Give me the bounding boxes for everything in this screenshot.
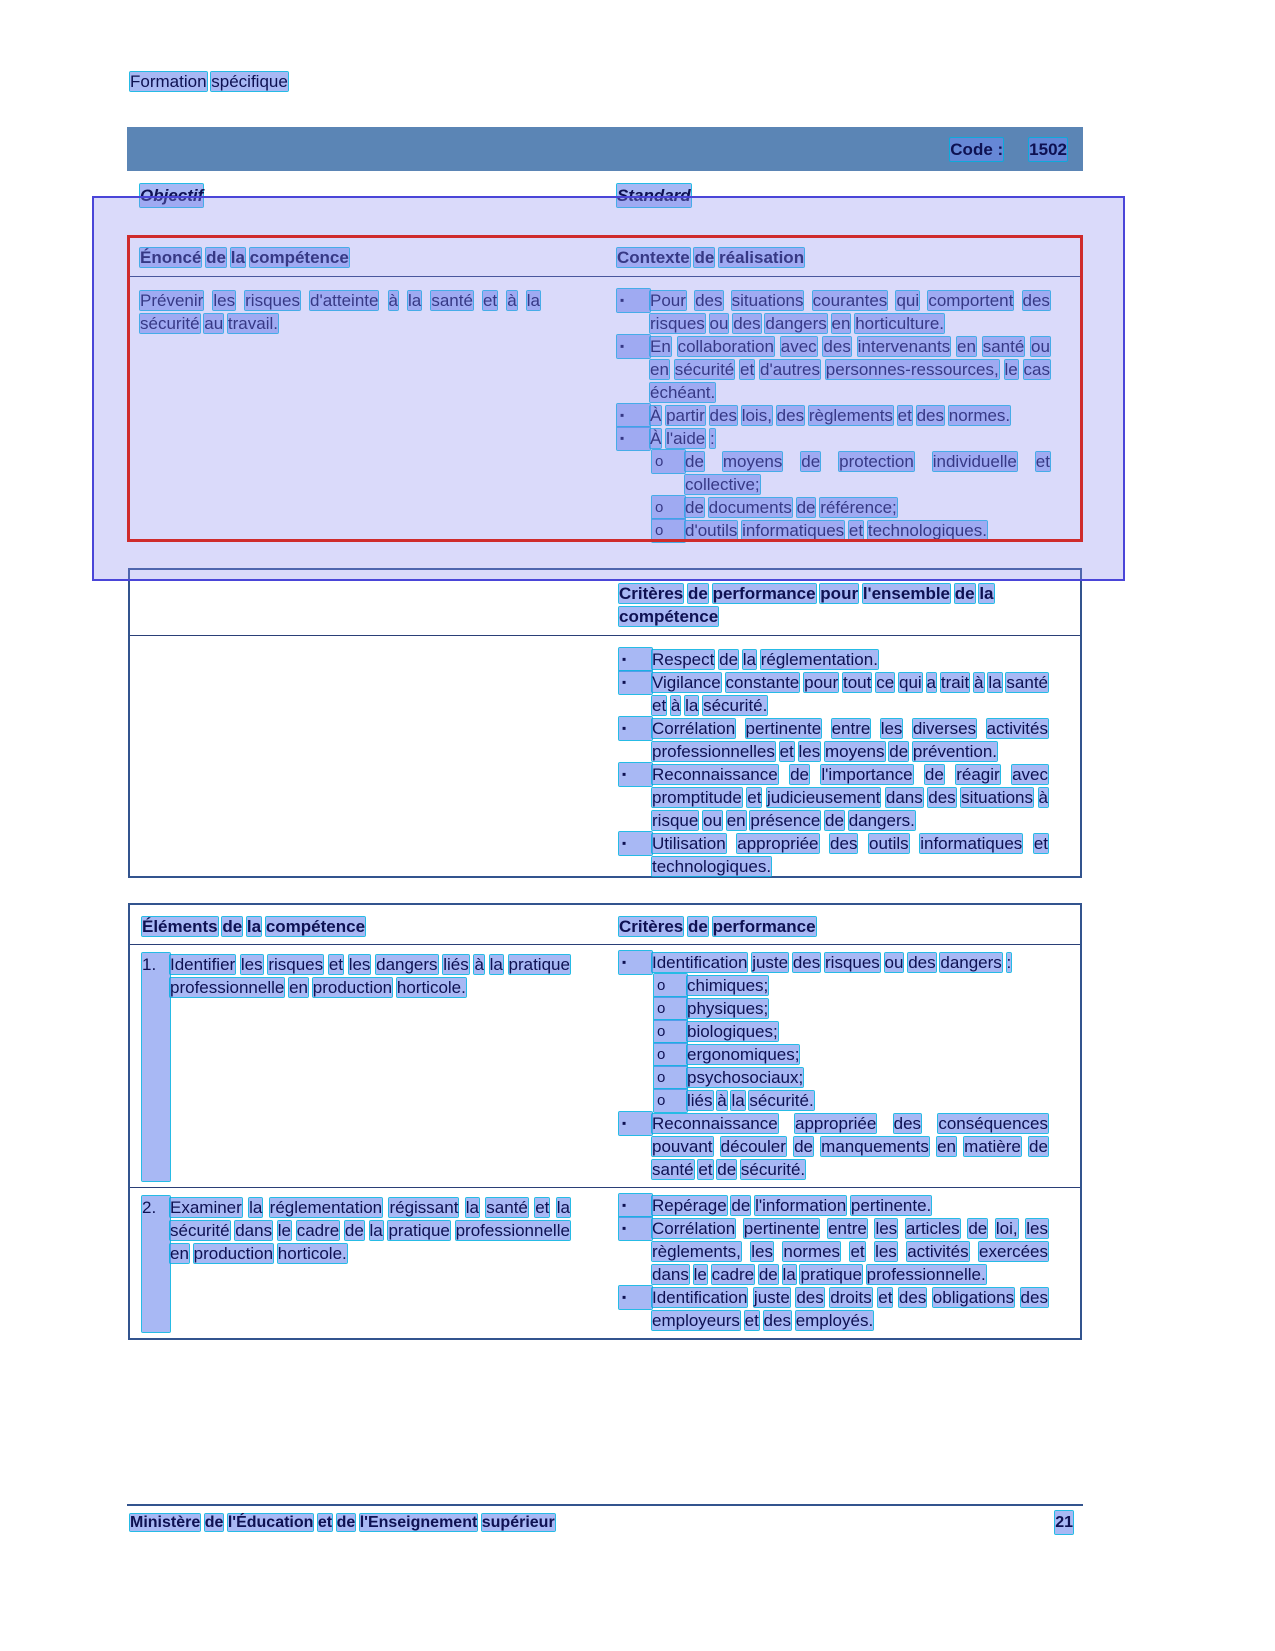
list-item bbox=[619, 648, 1048, 671]
criteres-list bbox=[619, 1194, 1048, 1332]
criteres-list bbox=[619, 951, 1048, 974]
criteres-cell bbox=[619, 1194, 1080, 1332]
enonce-col-header: Énoncé de la compétence bbox=[140, 248, 349, 267]
list-item-text: Identification juste des risques ou des dangers : bbox=[652, 953, 1012, 972]
contexte-cell bbox=[617, 289, 1082, 542]
criteres-list bbox=[619, 1112, 1048, 1181]
criteres-ensemble-header: Critères de performance pour l'ensemble de la compétence bbox=[619, 584, 994, 626]
list-item bbox=[619, 671, 1048, 717]
bullet-icon: ▪ bbox=[617, 289, 650, 312]
standard-heading: Standard bbox=[617, 186, 691, 205]
element-number: 2. bbox=[142, 1196, 170, 1332]
list-item bbox=[619, 832, 1048, 878]
bullet-icon: ▪ bbox=[617, 335, 650, 358]
list-item bbox=[654, 1089, 1048, 1112]
list-item bbox=[652, 496, 1050, 519]
contexte-sublist bbox=[652, 450, 1050, 542]
list-item-text: biologiques; bbox=[687, 1022, 778, 1041]
bullet-icon: ▪ bbox=[619, 1194, 652, 1217]
list-item bbox=[652, 450, 1050, 496]
element-text: Identifier les risques et les dangers liés à la pratique professionnelle en production horticole. bbox=[170, 955, 570, 997]
sub-bullet-icon: o bbox=[654, 1089, 687, 1112]
element-text: Examiner la réglementation régissant la santé et la sécurité dans le cadre de la pratique professionnelle en production horticole. bbox=[170, 1198, 570, 1263]
list-item bbox=[619, 951, 1048, 974]
objectif-heading: Objectif bbox=[140, 186, 204, 205]
element-row-1 bbox=[130, 945, 1080, 1187]
bullet-icon: ▪ bbox=[619, 1217, 652, 1240]
bullet-icon: ▪ bbox=[619, 1112, 652, 1135]
criteres-ensemble-cell bbox=[619, 636, 1080, 878]
element-cell bbox=[130, 1194, 619, 1332]
list-item bbox=[654, 1043, 1048, 1066]
enonce-table-header bbox=[128, 236, 1082, 277]
list-item-text: liés à la sécurité. bbox=[687, 1091, 814, 1110]
list-item-text: Corrélation pertinente entre les articles de loi, les règlements, les normes et les activités exercées dans le cadre de la pratique professionnelle. bbox=[652, 1219, 1049, 1284]
sub-bullet-icon: o bbox=[652, 450, 685, 473]
sub-bullet-icon: o bbox=[652, 496, 685, 519]
contexte-list bbox=[617, 289, 1050, 450]
bullet-icon: ▪ bbox=[619, 648, 652, 671]
criteres-ensemble-table bbox=[128, 568, 1082, 878]
sub-bullet-icon: o bbox=[654, 1066, 687, 1089]
list-item bbox=[654, 1020, 1048, 1043]
list-item bbox=[617, 335, 1050, 404]
footer-ministry: Ministère de l'Éducation et de l'Enseignement supérieur bbox=[130, 1514, 555, 1531]
list-item-text: Reconnaissance appropriée des conséquences pouvant découler de manquements en matière de santé et de sécurité. bbox=[652, 1114, 1048, 1179]
list-item bbox=[654, 974, 1048, 997]
enonce-table-body bbox=[128, 277, 1082, 542]
list-item-text: Identification juste des droits et des obligations des employeurs et des employés. bbox=[652, 1288, 1048, 1330]
list-item bbox=[617, 427, 1050, 450]
list-item-text: physiques; bbox=[687, 999, 769, 1018]
criteres-col-header: Critères de performance bbox=[619, 917, 816, 936]
list-item-text: Vigilance constante pour tout ce qui a trait à la santé et à la sécurité. bbox=[652, 673, 1049, 715]
criteres-ensemble-list bbox=[619, 648, 1048, 878]
elements-table-header bbox=[130, 905, 1080, 945]
list-item bbox=[619, 763, 1048, 832]
competence-statement: Prévenir les risques d'atteinte à la santé et à la sécurité au travail. bbox=[140, 291, 540, 333]
list-item-text: de moyens de protection individuelle et collective; bbox=[685, 452, 1050, 494]
bullet-icon: ▪ bbox=[617, 404, 650, 427]
page-number: 21 bbox=[1055, 1511, 1073, 1534]
list-item bbox=[619, 1194, 1048, 1217]
list-item bbox=[619, 717, 1048, 763]
sub-bullet-icon: o bbox=[654, 1043, 687, 1066]
list-item-text: Utilisation appropriée des outils informatiques et technologiques. bbox=[652, 834, 1048, 876]
list-item-text: Repérage de l'information pertinente. bbox=[652, 1196, 932, 1215]
list-item-text: Reconnaissance de l'importance de réagir avec promptitude et judicieusement dans des situations à risque ou en présence de dangers. bbox=[652, 765, 1049, 830]
list-item-text: de documents de référence; bbox=[685, 498, 897, 517]
code-value: 1502 bbox=[1029, 139, 1067, 159]
list-item bbox=[619, 1217, 1048, 1286]
list-item-text: À partir des lois, des règlements et des normes. bbox=[650, 406, 1011, 425]
element-cell bbox=[130, 951, 619, 1181]
criteres-sublist bbox=[654, 974, 1048, 1112]
list-item bbox=[617, 404, 1050, 427]
bullet-icon: ▪ bbox=[619, 671, 652, 694]
bullet-icon: ▪ bbox=[619, 717, 652, 740]
list-item bbox=[654, 997, 1048, 1020]
list-item-text: À l'aide : bbox=[650, 429, 715, 448]
page-footer bbox=[127, 1504, 1083, 1534]
list-item-text: chimiques; bbox=[687, 976, 769, 995]
list-item bbox=[619, 1112, 1048, 1181]
bullet-icon: ▪ bbox=[617, 427, 650, 450]
running-header: Formation spécifique bbox=[130, 72, 288, 91]
list-item-text: Respect de la réglementation. bbox=[652, 650, 878, 669]
criteres-cell bbox=[619, 951, 1080, 1181]
sub-bullet-icon: o bbox=[654, 1020, 687, 1043]
code-label: Code : bbox=[950, 139, 1004, 159]
bullet-icon: ▪ bbox=[619, 763, 652, 786]
header-band bbox=[127, 127, 1083, 171]
list-item bbox=[617, 289, 1050, 335]
sub-bullet-icon: o bbox=[652, 519, 685, 542]
sub-bullet-icon: o bbox=[654, 974, 687, 997]
contexte-col-header: Contexte de réalisation bbox=[617, 248, 805, 267]
elements-col-header: Éléments de la compétence bbox=[142, 917, 366, 936]
list-item-text: Pour des situations courantes qui comportent des risques ou des dangers en horticulture. bbox=[650, 291, 1050, 333]
bullet-icon: ▪ bbox=[619, 1286, 652, 1309]
enonce-table bbox=[128, 236, 1082, 542]
sub-bullet-icon: o bbox=[654, 997, 687, 1020]
list-item-text: ergonomiques; bbox=[687, 1045, 800, 1064]
list-item-text: En collaboration avec des intervenants en santé ou en sécurité et d'autres personnes-ressources, le cas échéant. bbox=[650, 337, 1050, 402]
list-item bbox=[654, 1066, 1048, 1089]
bullet-icon: ▪ bbox=[619, 951, 652, 974]
element-row-2 bbox=[130, 1187, 1080, 1338]
list-item bbox=[619, 1286, 1048, 1332]
column-headings bbox=[127, 184, 1083, 208]
bullet-icon: ▪ bbox=[619, 832, 652, 855]
list-item-text: Corrélation pertinente entre les diverses activités professionnelles et les moyens de prévention. bbox=[652, 719, 1048, 761]
list-item-text: psychosociaux; bbox=[687, 1068, 804, 1087]
list-item bbox=[652, 519, 1050, 542]
list-item-text: d'outils informatiques et technologiques. bbox=[685, 521, 987, 540]
element-number: 1. bbox=[142, 953, 170, 1181]
elements-table bbox=[128, 903, 1082, 1340]
